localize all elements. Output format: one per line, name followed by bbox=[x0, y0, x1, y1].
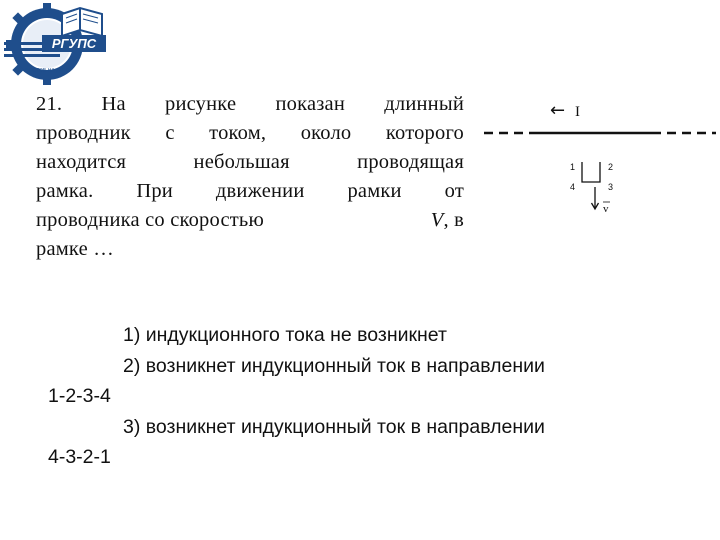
conducting-frame bbox=[582, 162, 600, 182]
question-line: находится небольшая проводящая bbox=[36, 151, 464, 173]
answer-option-3-continuation: 4-3-2-1 bbox=[48, 446, 111, 468]
corner-label-3: 3 bbox=[608, 182, 614, 192]
corner-label-2: 2 bbox=[608, 162, 614, 172]
answer-option-1: 1) индукционного тока не возникнет bbox=[123, 324, 447, 346]
question-line-velocity bbox=[36, 206, 464, 235]
question-fragment: проводника со скоростью bbox=[36, 209, 264, 231]
answer-option-2-continuation: 1-2-3-4 bbox=[48, 385, 111, 407]
velocity-arrow-icon bbox=[592, 187, 599, 209]
wire-frame-diagram bbox=[484, 98, 716, 228]
question-text bbox=[36, 90, 464, 264]
velocity-variable: V bbox=[430, 209, 444, 231]
logo-text: РГУПС bbox=[51, 36, 97, 51]
question-line: 21. На рисунке показан длинный bbox=[36, 93, 464, 115]
velocity-label: v bbox=[603, 203, 609, 215]
logo-subtext: РОСТОВ-НА-ДОНУ bbox=[25, 68, 71, 74]
answer-option-3: 3) возникнет индукционный ток в направлении bbox=[123, 415, 545, 438]
answer-option-2: 2) возникнет индукционный ток в направлении bbox=[123, 354, 545, 377]
question-line: рамке … bbox=[36, 238, 114, 260]
answer-options bbox=[44, 320, 704, 473]
question-fragment-end bbox=[431, 206, 464, 235]
book-icon bbox=[62, 8, 102, 36]
question-line: рамка. При движении рамки от bbox=[36, 180, 464, 202]
current-arrow-icon: ← bbox=[550, 100, 566, 121]
corner-label-1: 1 bbox=[570, 162, 576, 172]
corner-label-4: 4 bbox=[570, 182, 576, 192]
current-label: I bbox=[575, 104, 580, 120]
question-line: проводник с током, около которого bbox=[36, 122, 464, 144]
question-fragment: , в bbox=[443, 209, 464, 231]
university-logo bbox=[2, 2, 106, 86]
